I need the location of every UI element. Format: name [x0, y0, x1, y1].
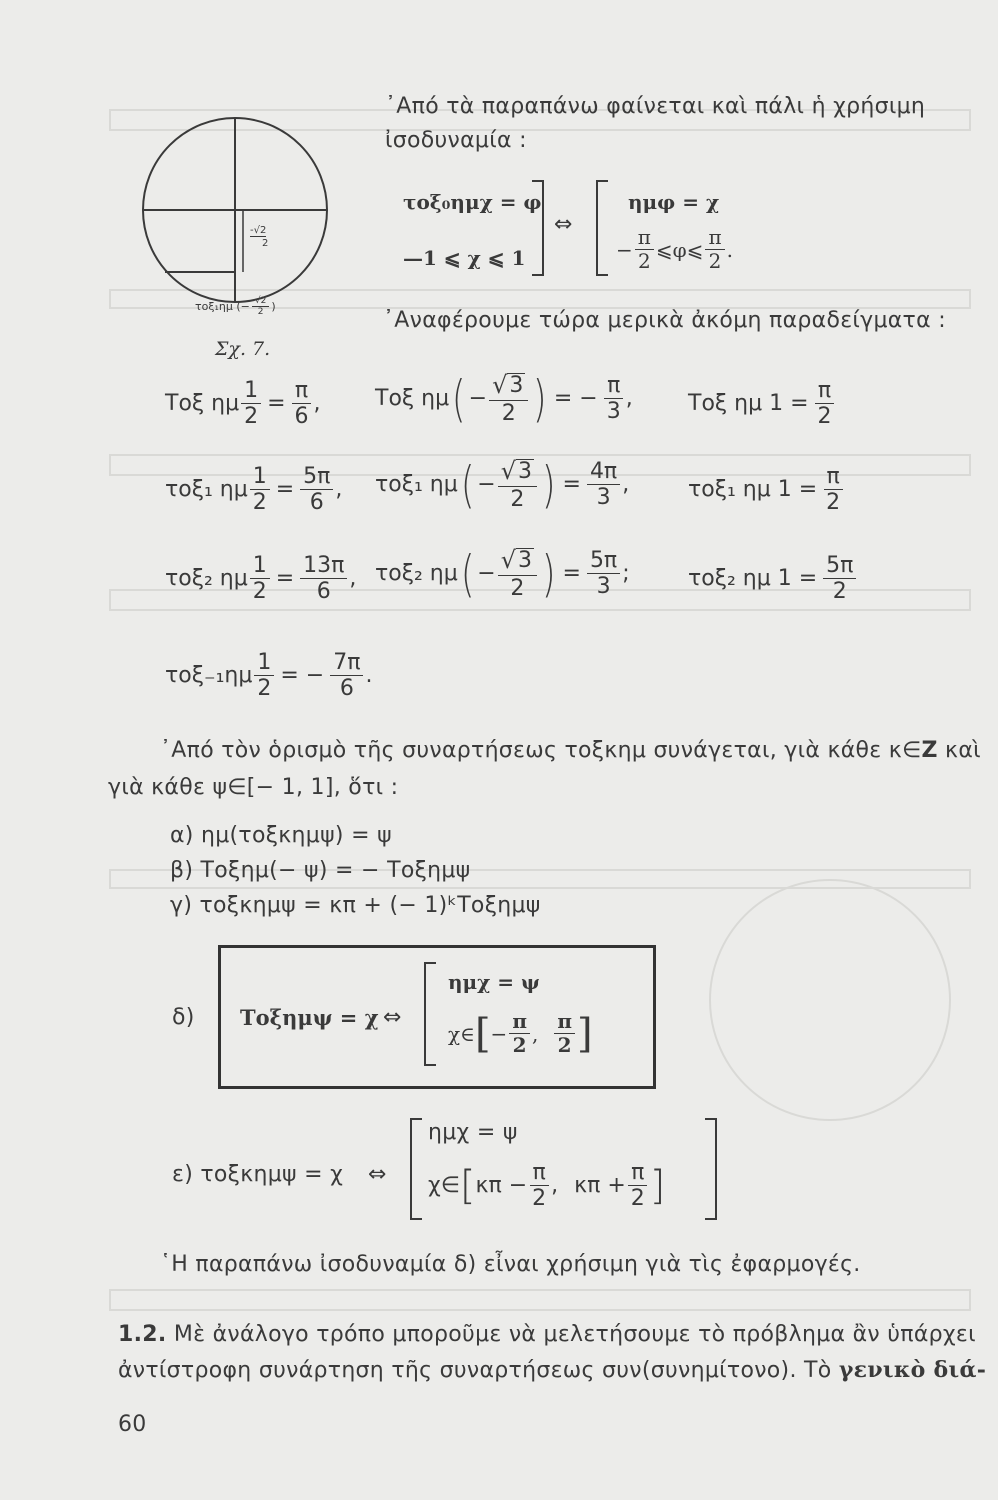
section-line-2-bold: γενικὸ διά-	[838, 1357, 987, 1383]
equiv1-left-bottom: —1 ⩽ χ ⩽ 1	[403, 246, 526, 270]
equiv1-minus: −	[616, 237, 633, 262]
example-r2-a-arg-num: 1	[250, 464, 270, 490]
example-r3-a	[165, 553, 356, 605]
epsilon-comma: ,	[551, 1173, 559, 1199]
definition-line-1-text: ᾿Από τὸν ὁρισμὸ τῆς συναρτήσεως τοξκημ συνάγεται, γιὰ κάθε κ∈	[160, 738, 922, 763]
equiv1-right-brace	[596, 180, 608, 276]
example-r3-a-result-den: 6	[316, 579, 331, 605]
equiv1-frac-right-num: π	[705, 226, 724, 250]
example-r3-b-arg	[498, 547, 537, 601]
epsilon-frac-right-den: 2	[630, 1186, 645, 1212]
boxed-left: Τοξημψ = χ	[240, 1005, 379, 1030]
property-c: γ) τοξκημψ = κπ + (− 1)ᵏΤοξημψ	[170, 893, 541, 918]
example-r3-b-sign: −	[477, 561, 496, 587]
figure-inner-label-num: -√2	[250, 225, 267, 236]
example-r1-b-result-den: 3	[606, 399, 621, 425]
boxed-frac-left	[509, 1010, 530, 1057]
example-r2-b-arg	[498, 458, 537, 512]
epsilon-arrow: ⇔	[368, 1162, 387, 1187]
figure-bottom-num: √2	[252, 296, 269, 307]
example-r3-b-eq: =	[562, 561, 581, 587]
figure-bottom-den: 2	[257, 307, 264, 318]
example-r2-b-eq: =	[562, 472, 581, 498]
example-r4-a-arg-den: 2	[257, 676, 272, 702]
sqrt-symbol-icon: √	[492, 371, 508, 399]
example-r2-b-radicand: 3	[517, 459, 532, 485]
equiv1-right-bottom	[616, 226, 733, 273]
epsilon-open-bracket: [	[459, 1162, 476, 1209]
figure-bottom-frac	[252, 296, 269, 318]
epsilon-k2: κπ +	[574, 1173, 626, 1199]
epsilon-frac-left-den: 2	[532, 1186, 547, 1212]
example-r4-a-result	[330, 650, 363, 702]
example-r2-b-open-paren: (	[460, 455, 475, 514]
example-r4-a	[165, 650, 372, 702]
example-r3-c-prefix: τοξ₂ ημ 1 =	[688, 566, 818, 592]
epsilon-k1: κπ −	[475, 1173, 528, 1199]
example-r1-a-end: ,	[313, 391, 321, 417]
example-r4-a-end: .	[365, 663, 373, 689]
property-b: β) Τοξημ(− ψ) = − Τοξημψ	[170, 858, 471, 883]
example-r1-a-arg	[241, 378, 261, 430]
example-r3-a-result-num: 13π	[300, 553, 347, 579]
example-r4-a-result-den: 6	[339, 676, 354, 702]
example-r1-b-open-paren: (	[452, 369, 466, 428]
figure-bottom-prefix: τοξ₁ημ (−	[195, 300, 250, 314]
boxed-close-bracket: ]	[576, 1010, 593, 1057]
boxed-arrow: ⇔	[383, 1005, 402, 1030]
example-r3-b-open-paren: (	[460, 544, 475, 603]
example-r1-b-end: ,	[625, 386, 633, 412]
equiv1-dot: .	[726, 237, 733, 262]
boxed-frac-right-den: 2	[557, 1033, 572, 1057]
definition-z: Z	[921, 738, 938, 763]
example-r1-b-result-num: π	[604, 373, 623, 399]
example-r1-a-arg-num: 1	[241, 378, 261, 404]
example-r2-a-prefix: τοξ₁ ημ	[165, 477, 248, 503]
example-r1-a-result-num: π	[292, 378, 311, 404]
boxed-top: ημχ = ψ	[448, 970, 540, 994]
equiv1-frac-right-den: 2	[708, 249, 722, 273]
sqrt-symbol-icon: √	[500, 546, 516, 574]
boxed-frac-left-num: π	[509, 1010, 530, 1034]
example-r1-b-arg	[489, 372, 528, 426]
example-r2-b-result-den: 3	[596, 485, 611, 511]
example-r3-a-result	[300, 553, 347, 605]
epsilon-top: ημχ = ψ	[428, 1120, 518, 1145]
example-r1-b-result	[604, 373, 624, 425]
equiv1-frac-left-den: 2	[637, 249, 651, 273]
section-line-2	[118, 1357, 986, 1383]
example-r2-a	[165, 464, 342, 516]
section-line-2-text: ἀντίστροφη συνάρτηση τῆς συναρτήσεως συν(συνημίτονο). Τὸ	[118, 1358, 839, 1383]
example-r1-c-result	[815, 378, 835, 430]
example-r2-b	[375, 455, 630, 514]
figure-bottom-suffix: )	[271, 300, 276, 314]
equiv1-right-top: ημφ = χ	[628, 190, 720, 214]
boxed-open-bracket: [	[474, 1010, 491, 1057]
examples-intro: ᾿Αναφέρουμε τώρα μερικὰ ἀκόμη παραδείγματα :	[383, 308, 946, 333]
equiv1-arrow: ⇔	[554, 212, 573, 237]
section-line-1	[118, 1322, 976, 1347]
example-r3-b-radicand: 3	[517, 548, 532, 574]
example-r4-a-arg-num: 1	[254, 650, 274, 676]
example-r3-a-end: ,	[349, 566, 357, 592]
epsilon-bottom	[428, 1160, 665, 1212]
boxed-bottom-prefix: χ∈	[448, 1021, 475, 1046]
section-line-1-text: Μὲ ἀνάλογο τρόπο μπορoῦμε νὰ μελετήσουμε τὸ πρόβλημα ἂν ὑπάρχει	[173, 1322, 976, 1347]
epsilon-close-bracket: ]	[649, 1162, 666, 1209]
example-r2-b-arg-num	[498, 458, 537, 487]
figure-inner-label	[250, 225, 266, 237]
figure-caption: Σχ. 7.	[215, 338, 271, 360]
boxed-bottom	[448, 1010, 593, 1057]
equiv1-left-brace	[532, 180, 544, 276]
example-r3-b-result	[587, 548, 620, 600]
example-r2-c-prefix: τοξ₁ ημ 1 =	[688, 477, 818, 503]
figure-inner-label-den-wrap	[262, 238, 268, 249]
example-r1-b-eq: = −	[553, 386, 598, 412]
example-r2-b-prefix: τοξ₁ ημ	[375, 472, 458, 498]
example-r1-c	[688, 378, 837, 430]
example-r1-a-prefix: Τοξ ημ	[165, 391, 240, 417]
boxed-frac-right-num: π	[554, 1010, 575, 1034]
example-r3-a-prefix: τοξ₂ ημ	[165, 566, 248, 592]
example-r1-b-arg-num	[489, 372, 528, 401]
example-r1-b	[375, 369, 633, 428]
definition-line-2: γιὰ κάθε ψ∈[− 1, 1], ὅτι :	[108, 775, 399, 800]
example-r3-a-arg-den: 2	[252, 579, 267, 605]
example-r2-b-result	[587, 459, 620, 511]
example-r3-b-result-den: 3	[596, 574, 611, 600]
example-r2-c-result	[823, 464, 843, 516]
example-r3-b	[375, 544, 630, 603]
example-r1-c-prefix: Τοξ ημ 1 =	[688, 391, 809, 417]
example-r2-a-end: ,	[335, 477, 343, 503]
equiv1-frac-right	[705, 226, 724, 273]
example-r1-c-result-den: 2	[817, 404, 832, 430]
example-r1-a-arg-den: 2	[244, 404, 259, 430]
example-r3-b-prefix: τοξ₂ ημ	[375, 561, 458, 587]
epsilon-bottom-prefix: χ∈	[428, 1173, 460, 1199]
page-number: 60	[118, 1412, 147, 1437]
example-r2-c-result-den: 2	[826, 490, 841, 516]
epsilon-frac-left	[529, 1160, 549, 1212]
boxed-minus: −	[490, 1021, 508, 1046]
example-r2-a-arg-den: 2	[252, 490, 267, 516]
example-r4-a-result-num: 7π	[330, 650, 363, 676]
example-r2-a-result	[300, 464, 333, 516]
example-r1-b-close-paren: )	[533, 369, 547, 428]
example-r1-b-radicand: 3	[509, 373, 524, 399]
example-r2-a-arg	[250, 464, 270, 516]
example-r4-a-prefix: τοξ₋₁ημ	[165, 663, 253, 689]
example-r3-a-arg	[250, 553, 270, 605]
example-r2-b-sign: −	[477, 472, 496, 498]
example-r2-a-result-den: 6	[309, 490, 324, 516]
epsilon-frac-left-num: π	[530, 1160, 549, 1186]
section-number: 1.2.	[118, 1322, 167, 1347]
example-r3-b-arg-num	[498, 547, 537, 576]
example-r2-b-result-num: 4π	[587, 459, 620, 485]
epsilon-frac-right-num: π	[628, 1160, 647, 1186]
example-r3-c-result	[823, 553, 856, 605]
intro-line-2: ἰσοδυναμία :	[385, 128, 527, 153]
example-r1-b-sign: −	[468, 386, 488, 412]
example-r2-b-close-paren: )	[541, 455, 556, 514]
example-r1-a	[165, 378, 321, 430]
boxed-comma: ,	[531, 1021, 539, 1046]
example-r3-b-arg-den: 2	[510, 575, 525, 601]
boxed-brace	[424, 962, 436, 1066]
example-r1-a-eq: =	[267, 391, 286, 417]
example-r3-c-result-den: 2	[832, 579, 847, 605]
boxed-frac-right	[554, 1010, 575, 1057]
example-r2-b-arg-den: 2	[510, 486, 525, 512]
boxed-label: δ)	[172, 1005, 195, 1030]
note-text: ῾Η παραπάνω ἰσοδυναμία δ) εἶναι χρήσιμη γιὰ τὶς ἐφαρμογές.	[160, 1252, 861, 1277]
example-r3-c	[688, 553, 858, 605]
example-r3-b-result-num: 5π	[587, 548, 620, 574]
definition-line-1	[160, 738, 981, 763]
figure-bottom-label	[195, 296, 276, 318]
example-r3-b-close-paren: )	[541, 544, 556, 603]
example-r2-a-eq: =	[275, 477, 295, 503]
equiv1-frac-left-num: π	[635, 226, 654, 250]
equiv1-mid: ⩽φ⩽	[655, 237, 704, 262]
example-r1-c-result-num: π	[815, 378, 834, 404]
definition-line-1-end: καὶ	[937, 738, 981, 763]
epsilon-label: ε) τοξκημψ = χ	[172, 1162, 344, 1187]
example-r3-a-arg-num: 1	[250, 553, 270, 579]
example-r3-c-result-num: 5π	[823, 553, 856, 579]
example-r1-a-result-den: 6	[294, 404, 309, 430]
property-a: α) ημ(τοξκημψ) = ψ	[170, 823, 392, 848]
example-r2-c	[688, 464, 845, 516]
equiv1-left-top: τοξ₀ημχ = φ	[403, 190, 542, 214]
example-r1-a-result	[292, 378, 312, 430]
sqrt-symbol-icon: √	[500, 457, 516, 485]
epsilon-right-brace	[705, 1118, 717, 1220]
boxed-frac-left-den: 2	[512, 1033, 527, 1057]
figure-inner-label-den: 2	[262, 238, 269, 249]
epsilon-frac-right	[628, 1160, 648, 1212]
example-r3-b-end: ;	[622, 561, 630, 587]
example-r2-b-end: ,	[622, 472, 630, 498]
epsilon-left-brace	[410, 1118, 422, 1220]
example-r4-a-eq: = −	[280, 663, 325, 689]
example-r2-c-result-num: π	[824, 464, 843, 490]
example-r4-a-arg	[254, 650, 274, 702]
example-r2-a-result-num: 5π	[300, 464, 333, 490]
example-r3-a-eq: =	[275, 566, 295, 592]
example-r1-b-prefix: Τοξ ημ	[375, 386, 450, 412]
intro-line-1: ᾿Από τὰ παραπάνω φαίνεται καὶ πάλι ἡ χρήσιμη	[385, 94, 926, 119]
example-r1-b-arg-den: 2	[501, 400, 516, 426]
equiv1-frac-left	[635, 226, 654, 273]
